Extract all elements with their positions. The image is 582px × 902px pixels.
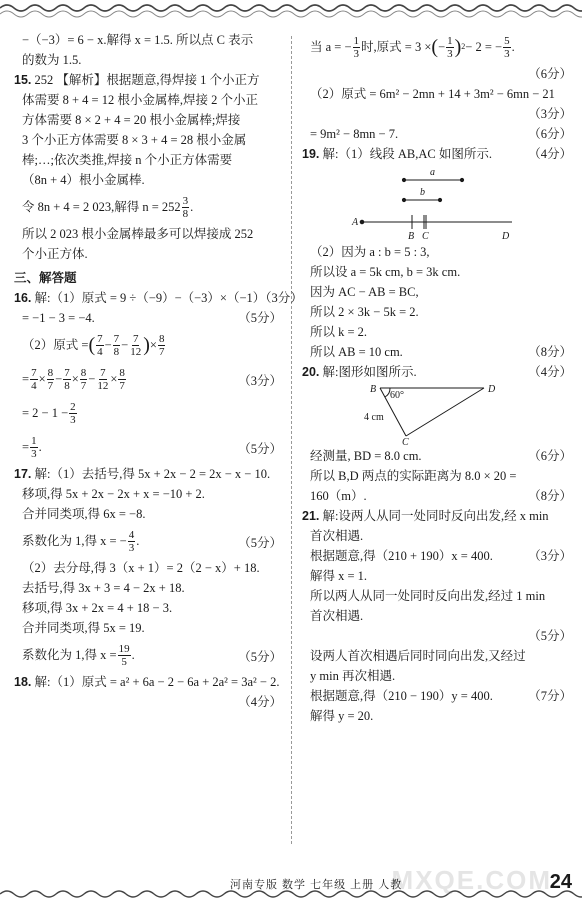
- q19-number: 19.: [302, 147, 320, 161]
- footer-text: 河南专版 数学 七年级 上册 人教: [230, 879, 403, 891]
- text-line: 根据题意,得（210 − 190）y = 400. （7分）: [302, 686, 574, 706]
- text-line: 3 个小正方体需要 8 × 3 + 4 = 28 根小金属: [22, 133, 247, 147]
- text-line: = 9m² − 8mn − 7. （6分）: [302, 124, 574, 144]
- text-line: （8n + 4）根小金属棒.: [22, 173, 145, 187]
- score: （6分）: [528, 127, 572, 141]
- text-line: 移项,得 3x + 2x = 4 + 18 − 3.: [22, 601, 173, 615]
- q15-eq-text: 令 8n + 4 = 2 023,解得 n = 252: [22, 200, 181, 214]
- score: （4分）: [238, 695, 282, 709]
- score: （5分）: [238, 311, 282, 325]
- text-line: 所以 B,D 两点的实际距离为 8.0 × 20 =: [310, 469, 517, 483]
- text-line: 因为 AC − AB = BC,: [310, 285, 419, 299]
- text-line: 解得 y = 20.: [310, 709, 374, 723]
- q15-number: 15.: [14, 73, 32, 87]
- text-line: y min 再次相遇.: [310, 669, 396, 683]
- text-line: [14, 692, 284, 712]
- q20-line: 20. 解:图形如图所示. （4分）: [302, 362, 574, 382]
- text-line: 去括号,得 3x + 3 = 4 − 2x + 18.: [22, 581, 185, 595]
- text-line: 移项,得 5x + 2x − 2x + x = −10 + 2.: [22, 487, 205, 501]
- q18-line: 18. 解:（1）原式 = a² + 6a − 2 − 6a + 2a² = 3a² − 2.: [14, 675, 280, 689]
- q16-equation-line: = 2 − 1 − $\frac{2}{3}$: [22, 400, 76, 426]
- length-label: 4 cm: [364, 412, 384, 423]
- watermark: MXQE.COM: [391, 865, 552, 895]
- text-line: 所以 k = 2.: [310, 325, 368, 339]
- left-column: [14, 30, 303, 712]
- q21-line: 21. 解:设两人从同一处同时反向出发,经 x min: [302, 509, 549, 523]
- text-line: 解得 x = 1.: [310, 569, 368, 583]
- score: （3分）: [528, 107, 572, 121]
- text-line: 所以设 a = 5k cm, b = 3k cm.: [310, 265, 461, 279]
- text-line: [302, 626, 574, 646]
- text-line: 合并同类项,得 6x = −8.: [22, 507, 146, 521]
- triangle-figure: [302, 382, 574, 446]
- score: （3分）: [238, 374, 282, 388]
- page-number: 24: [549, 871, 572, 893]
- q15-text: 252 【解析】根据题意,得焊接 1 个小正方: [34, 73, 260, 87]
- q21-number: 21.: [302, 509, 320, 523]
- label-a: a: [430, 167, 435, 178]
- q18-equation-line: 当 a = − $\frac{1}{3}$ 时,原式 = 3 × ( − $\frac{1}{3}$ ) 2 − 2 = − $\frac{5}{3}$ .: [310, 34, 515, 60]
- text-line: [302, 104, 574, 124]
- label-b: b: [420, 187, 425, 198]
- label-A: A: [352, 217, 359, 228]
- top-wavy-border: [0, 0, 582, 22]
- segment-diagram: [302, 164, 574, 242]
- text-line: 根据题意,得（210 + 190）x = 400. （3分）: [302, 546, 574, 566]
- text-line: −（−3）= 6 − x.解得 x = 1.5. 所以点 C 表示: [22, 33, 254, 47]
- text-line: 所以 AB = 10 cm. （8分）: [302, 342, 574, 362]
- text-line: 体需要 8 + 4 = 12 根小金属棒,焊接 2 个小正: [22, 93, 258, 107]
- text-line: 所以两人从同一处同时反向出发,经过 1 min: [310, 589, 546, 603]
- q16-number: 16.: [14, 291, 32, 305]
- score: （5分）: [238, 536, 282, 550]
- text-line: 方体需要 8 × 2 + 4 = 20 根小金属棒;焊接: [22, 113, 241, 127]
- score: （5分）: [528, 629, 572, 643]
- q17-number: 17.: [14, 467, 32, 481]
- text-line: 个小正方体.: [22, 247, 88, 261]
- text-line: 的数为 1.5.: [22, 53, 82, 67]
- triangle-diagram: [302, 382, 574, 446]
- fraction: $\frac{3}{8}$: [182, 194, 189, 220]
- q15-line: [14, 70, 284, 90]
- q16-equation-line: = $\frac{1}{3}$ . （5分）: [22, 434, 282, 460]
- segment-figure: [302, 164, 574, 242]
- section-heading: 三、解答题: [14, 271, 77, 285]
- score: （6分）: [528, 449, 572, 463]
- q17-line: 17. 解:（1）去括号,得 5x + 2x − 2 = 2x − x − 10.: [14, 467, 271, 481]
- q16-equation-line: = $\frac{7}{4}$ × $\frac{8}{7}$ − $\frac{7}{8}$ × $\frac{8}{7}$ − $\frac{7}{12}$ × $\frac{8}{7}$ （3分）: [22, 366, 282, 392]
- q17-equation-line: 系数化为 1,得 x = − $\frac{4}{3}$ . （5分）: [22, 528, 282, 554]
- text-line: [302, 64, 574, 84]
- angle-label: 60°: [390, 390, 404, 401]
- text-line: 设两人首次相遇后同时同向出发,又经过: [310, 649, 526, 663]
- text-line: 所以 2 023 根小金属棒最多可以焊接成 252: [22, 227, 254, 241]
- score: （4分）: [528, 365, 572, 379]
- column-divider: [291, 36, 292, 844]
- q19-line: 19. 解:（1）线段 AB,AC 如图所示. （4分）: [302, 144, 574, 164]
- label-D: D: [488, 384, 496, 395]
- score: （6分）: [528, 67, 572, 81]
- text-line: = −1 − 3 = −4. （5分）: [14, 308, 284, 328]
- q17-equation-line: 系数化为 1,得 x = $\frac{19}{5}$ . （5分）: [22, 642, 282, 668]
- text-line: （2）因为 a : b = 5 : 3,: [310, 245, 430, 259]
- text-line: 160（m）. （8分）: [302, 486, 574, 506]
- text-line: 棒;…;依次类推,焊接 n 个小正方体需要: [22, 153, 233, 167]
- q16-equation-line: （2）原式 = ( $\frac{7}{4}$ − $\frac{7}{8}$ − $\frac{7}{12}$ ) × $\frac{8}{7}$: [22, 332, 165, 358]
- score: （5分）: [238, 442, 282, 456]
- score: （3分）: [528, 549, 572, 563]
- text-line: （2）去分母,得 3（x + 1）= 2（2 − x）+ 18.: [22, 561, 260, 575]
- label-B: B: [370, 384, 377, 395]
- text-line: 所以 2 × 3k − 5k = 2.: [310, 305, 419, 319]
- score: （4分）: [528, 147, 572, 161]
- text-line: 经测量, BD = 8.0 cm. （6分）: [302, 446, 574, 466]
- label-B: B: [408, 231, 415, 242]
- q15-equation-line: 令 8n + 4 = 2 023,解得 n = 252 $\frac{3}{8}$ .: [22, 194, 194, 220]
- text-line: 首次相遇.: [310, 529, 364, 543]
- q18-number: 18.: [14, 675, 32, 689]
- text-line: 合并同类项,得 5x = 19.: [22, 621, 145, 635]
- text-line: 首次相遇.: [310, 609, 364, 623]
- text-line: （2）原式 = 6m² − 2mn + 14 + 3m² − 6mn − 21: [310, 87, 555, 101]
- score: （7分）: [528, 689, 572, 703]
- label-D: D: [502, 231, 510, 242]
- label-C: C: [402, 437, 409, 446]
- label-C: C: [422, 231, 429, 242]
- q16-line: 16. 解:（1）原式 = 9 ÷（−9）−（−3）×（−1）（3分）: [14, 291, 303, 305]
- right-column: [302, 30, 574, 726]
- score: （8分）: [528, 345, 572, 359]
- score: （8分）: [528, 489, 572, 503]
- q20-number: 20.: [302, 365, 320, 379]
- score: （5分）: [238, 650, 282, 664]
